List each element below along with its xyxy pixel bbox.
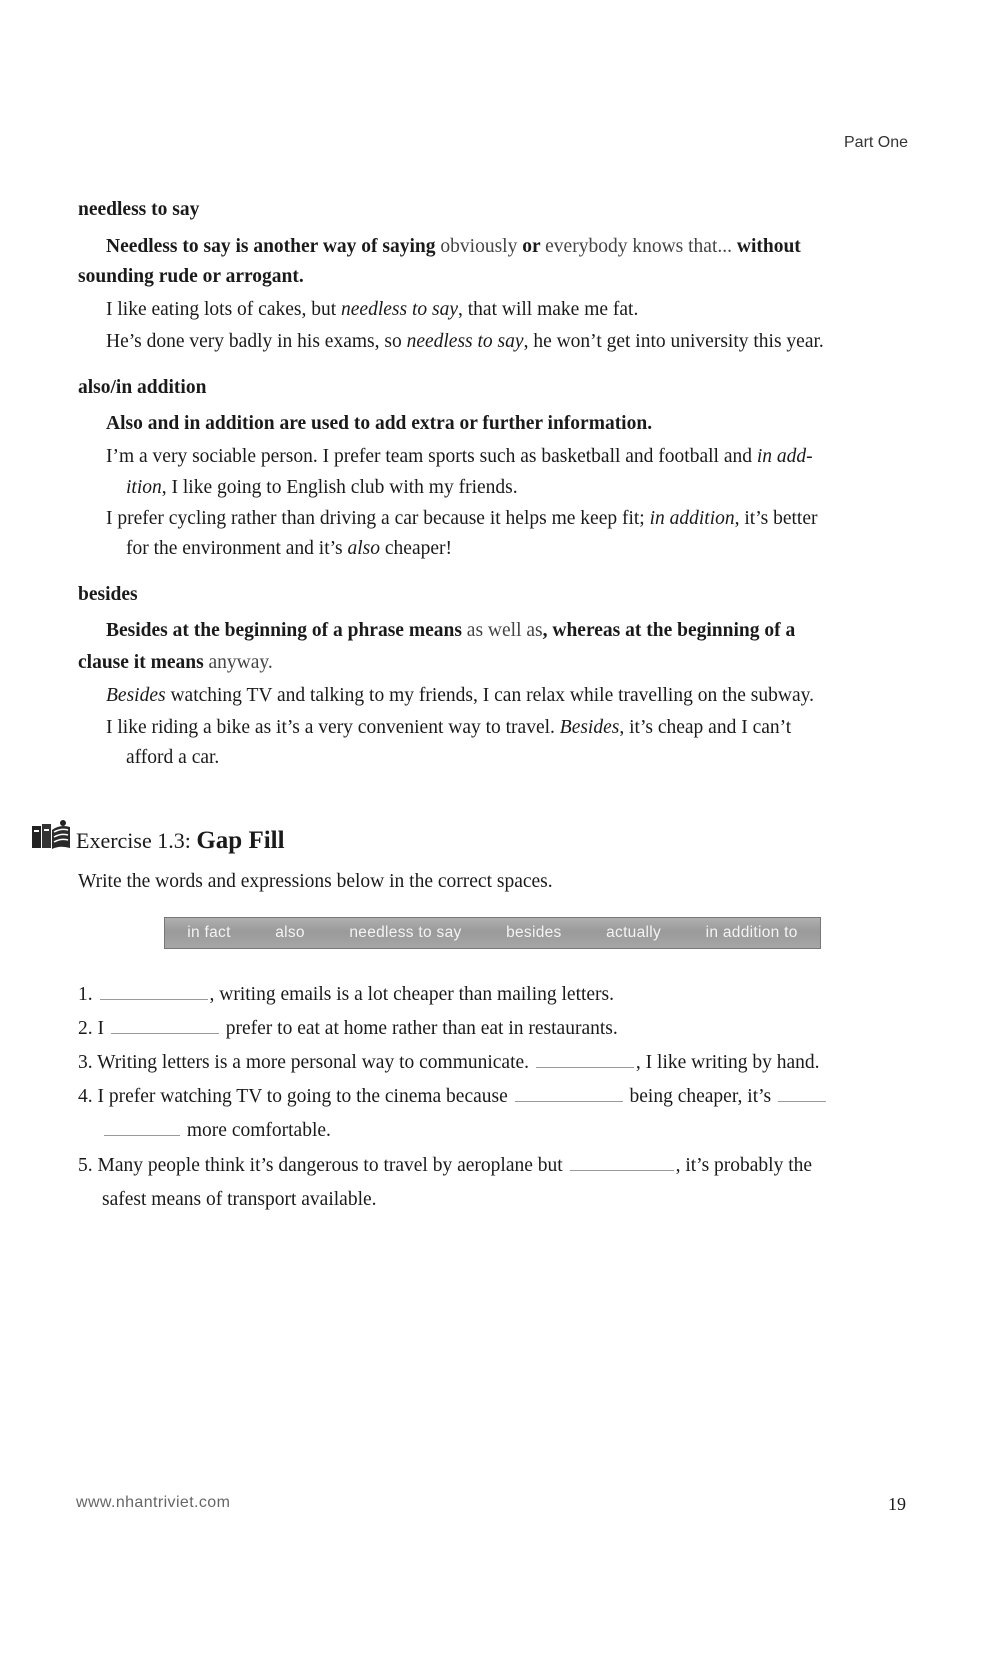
also-example-2-line1 <box>106 507 818 531</box>
question-text: , it’s probably the <box>675 1155 813 1176</box>
example-text: He’s done very badly in his exams, so <box>106 331 407 352</box>
question-4-line1 <box>78 1085 828 1109</box>
def-text: are used to add extra or further information. <box>274 413 653 434</box>
answer-blank[interactable] <box>100 999 208 1000</box>
def-gloss: anyway <box>208 652 268 673</box>
example-text: , it’s better <box>734 508 818 529</box>
word-bank-item: needless to say <box>349 924 462 941</box>
example-text: , he won’t get into university this year. <box>523 331 824 352</box>
def-gloss: . <box>267 652 273 673</box>
answer-blank[interactable] <box>515 1101 623 1102</box>
question-text: , I like writing by hand. <box>635 1052 820 1073</box>
def-text: and <box>142 413 185 434</box>
besides-definition-line1 <box>106 619 795 643</box>
question-number: 2. <box>78 1018 93 1039</box>
question-text: more comfortable. <box>186 1120 331 1141</box>
question-number: 1. <box>78 984 93 1005</box>
answer-blank[interactable] <box>536 1067 634 1068</box>
also-example-1-line2 <box>126 476 518 500</box>
def-text: is another way of saying <box>230 236 441 257</box>
question-1 <box>78 983 614 1007</box>
def-gloss: obviously <box>440 236 518 257</box>
question-number: 3. <box>78 1052 93 1073</box>
term: Besides <box>106 620 168 641</box>
term: in addition <box>184 413 275 434</box>
question-3 <box>78 1051 820 1075</box>
example-text: I prefer cycling rather than driving a car because it helps me keep fit; <box>106 508 650 529</box>
besides-example-1 <box>106 684 814 708</box>
def-gloss: everybody knows that... <box>545 236 732 257</box>
example-text: I like eating lots of cakes, but <box>106 299 342 320</box>
answer-blank-continued[interactable] <box>104 1135 180 1136</box>
question-text: , writing emails is a lot cheaper than mailing letters. <box>209 984 615 1005</box>
question-text: prefer to eat at home rather than eat in restaurants. <box>225 1018 618 1039</box>
term: Also <box>106 413 143 434</box>
exercise-number: Exercise 1.3: <box>76 828 197 853</box>
question-number: 4. <box>78 1086 93 1107</box>
example-term: ition <box>126 477 162 498</box>
answer-blank[interactable] <box>778 1101 826 1102</box>
word-bank-item: in addition to <box>705 924 798 941</box>
example-text: , I like going to English club with my friends. <box>161 477 518 498</box>
example-term: needless to say <box>406 331 524 352</box>
example-text: I like riding a bike as it’s a very convenient way to travel. <box>106 717 560 738</box>
example-text: cheaper! <box>380 538 452 559</box>
besides-example-2-line1 <box>106 716 791 740</box>
example-text: , it’s cheap and I can’t <box>619 717 792 738</box>
question-text: I <box>97 1018 104 1039</box>
example-term: Besides <box>559 717 620 738</box>
example-term: in add- <box>756 446 813 467</box>
exercise-instruction: Write the words and expressions below in the correct spaces. <box>78 871 553 892</box>
question-5-line2: safest means of transport available. <box>102 1189 377 1210</box>
section-heading-also: also/in addition <box>78 377 207 398</box>
exercise-title <box>76 826 285 856</box>
question-text: Many people think it’s dangerous to travel by aeroplane but <box>97 1155 563 1176</box>
word-bank-item: besides <box>506 924 562 941</box>
answer-blank[interactable] <box>570 1170 674 1171</box>
question-2 <box>78 1017 618 1041</box>
page-number: 19 <box>888 1494 906 1514</box>
example-term: Besides <box>106 685 166 706</box>
def-text: without <box>732 236 801 257</box>
question-text: I prefer watching TV to going to the cinema because <box>97 1086 508 1107</box>
word-bank-item: also <box>275 924 305 941</box>
section-heading-needless: needless to say <box>78 199 200 220</box>
word-bank-item: in fact <box>187 924 231 941</box>
def-text: clause it means <box>78 652 209 673</box>
besides-example-2-line2: afford a car. <box>126 747 220 768</box>
exercise-name: Gap Fill <box>196 827 285 854</box>
answer-blank[interactable] <box>111 1033 219 1034</box>
example-text: , that will make me fat. <box>458 299 639 320</box>
needless-example-2 <box>106 330 824 354</box>
example-term: also <box>347 538 381 559</box>
open-book-icon <box>30 818 74 850</box>
example-term: needless to say <box>341 299 459 320</box>
def-text: , whereas at the beginning of a <box>542 620 796 641</box>
needless-example-1 <box>106 298 638 322</box>
besides-definition-line2 <box>78 651 273 675</box>
example-text: watching TV and talking to my friends, I can relax while travelling on the subway. <box>165 685 814 706</box>
example-term: in addition <box>649 508 735 529</box>
def-text: at the beginning of a phrase means <box>167 620 467 641</box>
example-text: I’m a very sociable person. I prefer team sports such as basketball and football and <box>106 446 757 467</box>
question-number: 5. <box>78 1155 93 1176</box>
running-head: Part One <box>844 134 909 151</box>
example-text: for the environment and it’s <box>126 538 348 559</box>
question-4-line2 <box>102 1119 331 1143</box>
also-example-1-line1 <box>106 445 813 469</box>
question-text: being cheaper, it’s <box>629 1086 772 1107</box>
question-5-line1 <box>78 1154 812 1178</box>
also-example-2-line2 <box>126 537 452 561</box>
word-bank <box>164 917 821 949</box>
footer-url: www.nhantriviet.com <box>76 1494 231 1511</box>
section-heading-besides: besides <box>78 584 138 605</box>
needless-definition-line2: sounding rude or arrogant. <box>78 266 304 287</box>
term: Needless to say <box>106 236 231 257</box>
also-definition <box>106 412 652 436</box>
question-text: Writing letters is a more personal way to communicate. <box>97 1052 530 1073</box>
def-gloss: as well as <box>466 620 543 641</box>
def-text: or <box>517 236 546 257</box>
needless-definition-line1 <box>106 235 801 259</box>
word-bank-item: actually <box>606 924 662 941</box>
